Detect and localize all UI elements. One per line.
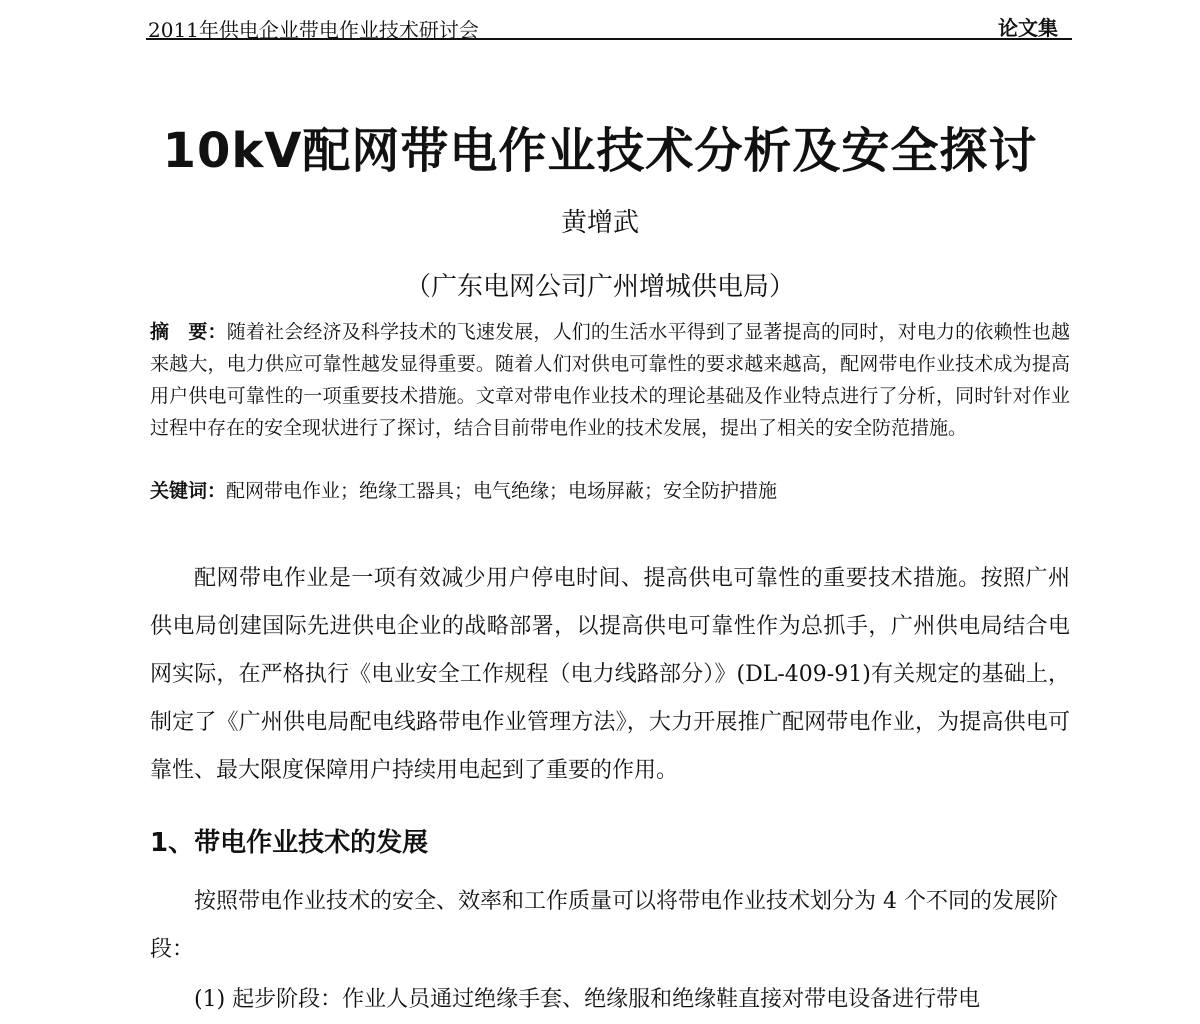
author-affiliation: （广东电网公司广州增城供电局） [404,272,795,302]
abstract-label: 摘 要： [150,321,227,343]
list-item: (1) 起步阶段：作业人员通过绝缘手套、绝缘服和绝缘鞋直接对带电设备进行带电 [194,987,981,1012]
paper-title: 10kV配网带电作业技术分析及安全探讨 [162,123,1038,179]
intro-paragraph: 配网带电作业是一项有效减少用户停电时间、提高供电可靠性的重要技术措施。按照广州供电局创建国际先进供电企业的战略部署，以提高供电可靠性作为总抓手，广州供电局结合电网实际，在严格执行《电业安全工作规程（电力线路部分）》(DL-409-91)有关规定的基础上，制定了《广州供电局配电线路带电作业管理方法》，大力开展推广配网带电作业，为提高供电可靠性、最大限度保障用户持续用电起到了重要的作用。 [150,566,1070,783]
keywords [150,476,1070,506]
running-header [146,8,1072,40]
abstract [150,316,1070,444]
section-paragraph: 按照带电作业技术的安全、效率和工作质量可以将带电作业技术划分为 4 个不同的发展阶段： [150,889,1058,962]
keywords-label: 关键词： [150,480,227,502]
keywords-text: 配网带电作业；绝缘工器具；电气绝缘；电场屏蔽；安全防护措施 [226,480,778,502]
author-name: 黄增武 [560,208,639,238]
section-heading: 1、带电作业技术的发展 [150,828,429,858]
proceedings-label: 论文集 [998,16,1058,40]
abstract-text: 随着社会经济及科学技术的飞速发展，人们的生活水平得到了显著提高的同时，对电力的依赖性也越来越大，电力供应可靠性越发显得重要。随着人们对供电可靠性的要求越来越高，配网带电作业技术成为提高用户供电可靠性的一项重要技术措施。文章对带电作业技术的理论基础及作业特点进行了分析，同时针对作业过程中存在的安全现状进行了探讨，结合目前带电作业的技术发展，提出了相关的安全防范措施。 [150,321,1070,439]
conference-name: 2011年供电企业带电作业技术研讨会 [148,18,479,42]
